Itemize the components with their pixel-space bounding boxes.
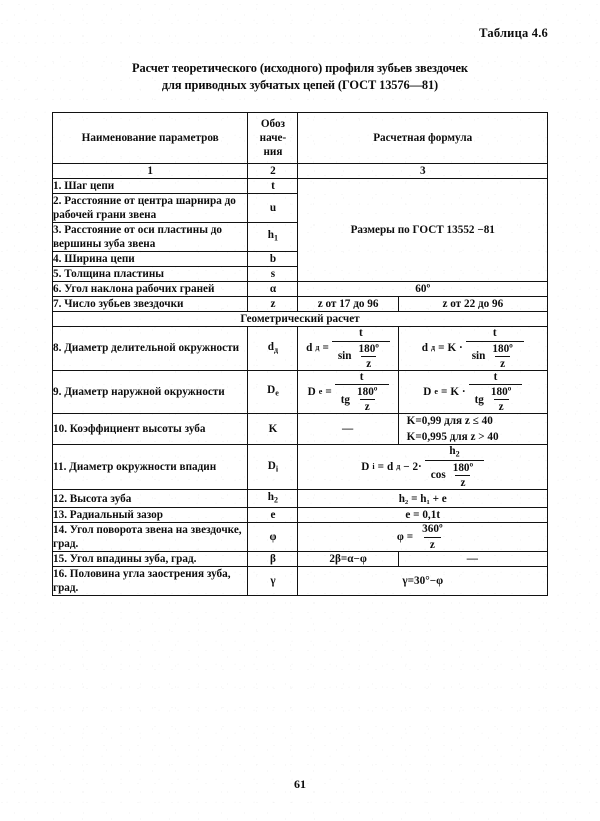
formula-term: d: [386, 461, 394, 474]
angle-fraction: [448, 462, 478, 489]
trig-function: cos: [430, 469, 446, 482]
fraction-denominator: [466, 341, 524, 370]
formula-lhs-sub: д: [431, 343, 436, 353]
fraction-denominator: [335, 384, 389, 413]
param-formula-right: [398, 327, 547, 371]
condition-2: K=0,995 для z > 40: [406, 431, 499, 444]
param-name: 14. Угол поворота звена на звездочке, град.: [53, 523, 248, 552]
param-formula: h₂ = h₁ + e: [298, 489, 548, 507]
param-name: 4. Ширина цепи: [53, 252, 248, 267]
fraction-numerator: t: [492, 327, 497, 339]
numerator-base: h: [449, 445, 456, 458]
formula-equals: =: [440, 386, 448, 399]
formula-lhs: d: [421, 342, 429, 355]
angle-numerator: 180º: [452, 461, 474, 474]
param-symbol-sub: i: [275, 463, 279, 473]
column-header-name: Наименование параметров: [53, 113, 248, 164]
formula-lhs-sub: e: [318, 387, 323, 397]
fraction-denominator: [332, 341, 390, 370]
table-head: [53, 113, 548, 179]
param-symbol: z: [248, 297, 298, 312]
param-symbol-base: D: [267, 459, 276, 472]
page-title: [52, 60, 548, 94]
param-symbol-sub: д: [274, 344, 279, 354]
column-number-3: 3: [298, 164, 548, 179]
table-row: [53, 179, 548, 194]
formula-fraction: [332, 327, 390, 370]
param-symbol: φ: [248, 523, 298, 552]
param-formula: [298, 523, 548, 552]
trig-term: [472, 343, 518, 370]
angle-fraction: [354, 343, 384, 370]
param-symbol-sub: e: [275, 388, 279, 398]
merged-note-text: Размеры по ГОСТ 13552 −81: [350, 224, 495, 236]
page-number: 61: [294, 777, 306, 791]
column-header-symbol-line-1: Обоз: [260, 118, 286, 130]
angle-denominator: z: [495, 356, 510, 370]
param-formula-right: [398, 370, 547, 414]
page-title-line-1: Расчет теоретического (исходного) профиля зубьев звездочек: [132, 61, 468, 75]
param-name: 8. Диаметр делительной окружности: [53, 327, 248, 371]
formula-term-sub: д: [396, 462, 401, 472]
angle-fraction: [487, 343, 517, 370]
table-header-row: [53, 113, 548, 164]
param-symbol-base: h: [267, 229, 275, 242]
formula-equals: =: [406, 531, 414, 544]
formula-lhs: φ: [396, 531, 404, 544]
table-row: [53, 552, 548, 567]
param-formula-right: z от 22 до 96: [398, 297, 547, 312]
param-symbol: t: [248, 179, 298, 194]
param-name: 5. Толщина пластины: [53, 267, 248, 282]
param-formula-left: z от 17 до 96: [298, 297, 398, 312]
param-symbol-base: h: [267, 490, 275, 503]
param-symbol: [248, 445, 298, 489]
trig-function: sin: [471, 349, 486, 362]
condition-1: K=0,99 для z ≤ 40: [406, 415, 493, 428]
condition-list: [399, 414, 547, 444]
formula-expression: [361, 445, 484, 488]
param-symbol: b: [248, 252, 298, 267]
table-section-row: [53, 312, 548, 327]
param-formula: e = 0,1t: [298, 508, 548, 523]
param-symbol: s: [248, 267, 298, 282]
param-symbol: β: [248, 552, 298, 567]
formula-lhs: D: [423, 386, 432, 399]
formula-lhs: d: [306, 342, 313, 355]
formula-coefficient: K ·: [447, 342, 463, 355]
formula-equals: =: [438, 342, 445, 355]
param-symbol: e: [248, 508, 298, 523]
param-name: 1. Шаг цепи: [53, 179, 248, 194]
trig-term: [475, 386, 517, 413]
param-formula-left: 2β=α−φ: [298, 552, 398, 567]
trig-term: [431, 462, 478, 489]
numerator-sub: 2: [455, 449, 460, 459]
param-symbol: K: [248, 414, 298, 445]
fraction-denominator: [469, 384, 523, 413]
formula-lhs-sub: e: [434, 387, 438, 397]
table-column-number-row: [53, 164, 548, 179]
formula-fraction: [466, 327, 524, 370]
fraction-numerator: t: [359, 370, 364, 383]
param-formula: γ=30°−φ: [298, 567, 548, 596]
param-symbol-base: d: [267, 340, 275, 353]
formula-equals: =: [377, 461, 384, 474]
fraction-denominator: [425, 460, 484, 489]
param-symbol-sub: 1: [274, 233, 279, 243]
formula-expression: [422, 327, 524, 370]
formula-lhs-sub: д: [315, 343, 320, 353]
param-symbol: [248, 327, 298, 371]
formula-lhs-sub: i: [372, 462, 375, 472]
param-name: 3. Расстояние от оси пластины до вершины зуба звена: [53, 223, 248, 252]
table-row: [53, 297, 548, 312]
formula-equals: =: [322, 342, 329, 355]
parameters-table: [52, 112, 548, 596]
param-formula: 60º: [298, 282, 548, 297]
param-formula-left: —: [298, 414, 398, 445]
formula-operator: − 2·: [403, 461, 422, 474]
table-row: [53, 414, 548, 445]
angle-fraction: [486, 386, 516, 413]
column-header-symbol-line-2: наче-: [259, 132, 287, 144]
formula-equals: =: [325, 386, 332, 399]
angle-fraction: [352, 386, 382, 413]
param-name: 16. Половина угла заострения зуба, град.: [53, 567, 248, 596]
angle-numerator: 180º: [357, 386, 378, 399]
trig-function: sin: [337, 349, 352, 362]
param-formula-left: [298, 327, 398, 371]
table-row: [53, 282, 548, 297]
column-number-1: 1: [53, 164, 248, 179]
formula-coefficient: K ·: [450, 386, 466, 399]
param-name: 12. Высота зуба: [53, 489, 248, 507]
param-name: 13. Радиальный зазор: [53, 508, 248, 523]
parameters-table-wrapper: [52, 112, 548, 596]
param-symbol: [248, 370, 298, 414]
formula-fraction: [425, 445, 484, 488]
formula-lhs: D: [361, 461, 370, 474]
table-row: [53, 370, 548, 414]
param-name: 2. Расстояние от центра шарнира до рабочей грани звена: [53, 194, 248, 223]
formula-expression: [308, 371, 389, 414]
param-symbol: α: [248, 282, 298, 297]
angle-numerator: 180º: [492, 342, 513, 355]
param-name: 9. Диаметр наружной окружности: [53, 370, 248, 414]
table-row: [53, 489, 548, 507]
param-formula-right: —: [398, 552, 547, 567]
param-name: 10. Коэффициент высоты зуба: [53, 414, 248, 445]
angle-numerator: 180º: [490, 386, 512, 399]
formula-lhs: D: [307, 386, 316, 399]
formula-fraction: [335, 371, 389, 414]
param-symbol: [248, 489, 298, 507]
table-row: [53, 567, 548, 596]
param-symbol: γ: [248, 567, 298, 596]
table-body: [53, 179, 548, 596]
column-header-formula: Расчетная формула: [298, 113, 548, 164]
fraction-numerator: 360º: [422, 523, 443, 536]
param-name: 6. Угол наклона рабочих граней: [53, 282, 248, 297]
merged-note-cell: [298, 179, 548, 282]
param-formula: [298, 445, 548, 489]
fraction-numerator: t: [359, 327, 363, 339]
param-name: 15. Угол впадины зуба, град.: [53, 552, 248, 567]
trig-function: tg: [474, 393, 484, 406]
angle-numerator: 180º: [358, 342, 379, 355]
param-symbol-base: D: [267, 384, 276, 397]
trig-term: [338, 343, 384, 370]
param-symbol-sub: 2: [274, 495, 279, 505]
param-symbol: u: [248, 194, 298, 223]
formula-expression: [306, 327, 390, 370]
table-row: [53, 523, 548, 552]
fraction-numerator: t: [493, 370, 498, 383]
formula-fraction: [469, 371, 523, 414]
trig-term: [341, 386, 383, 413]
formula-expression: [423, 371, 522, 414]
column-number-2: 2: [248, 164, 298, 179]
table-row: [53, 508, 548, 523]
table-row: [53, 327, 548, 371]
column-header-symbol: [248, 113, 298, 164]
param-name: 7. Число зубьев звездочки: [53, 297, 248, 312]
section-band-label: Геометрический расчет: [53, 312, 548, 327]
angle-denominator: z: [361, 356, 376, 370]
angle-denominator: z: [494, 399, 509, 413]
fraction-numerator: [443, 445, 465, 459]
param-formula-left: [298, 370, 398, 414]
angle-denominator: z: [455, 475, 470, 489]
param-symbol: [248, 223, 298, 252]
page-title-line-2: для приводных зубчатых цепей (ГОСТ 13576—81): [161, 78, 439, 92]
param-formula-right: [398, 414, 547, 445]
formula-expression: [397, 523, 449, 551]
table-row: [53, 445, 548, 489]
formula-fraction: [416, 523, 448, 551]
column-header-symbol-line-3: ния: [263, 146, 283, 158]
fraction-denominator: z: [424, 537, 441, 552]
trig-function: tg: [340, 393, 351, 406]
table-caption: Таблица 4.6: [479, 26, 548, 40]
param-name: 11. Диаметр окружности впадин: [53, 445, 248, 489]
angle-denominator: z: [360, 399, 375, 413]
